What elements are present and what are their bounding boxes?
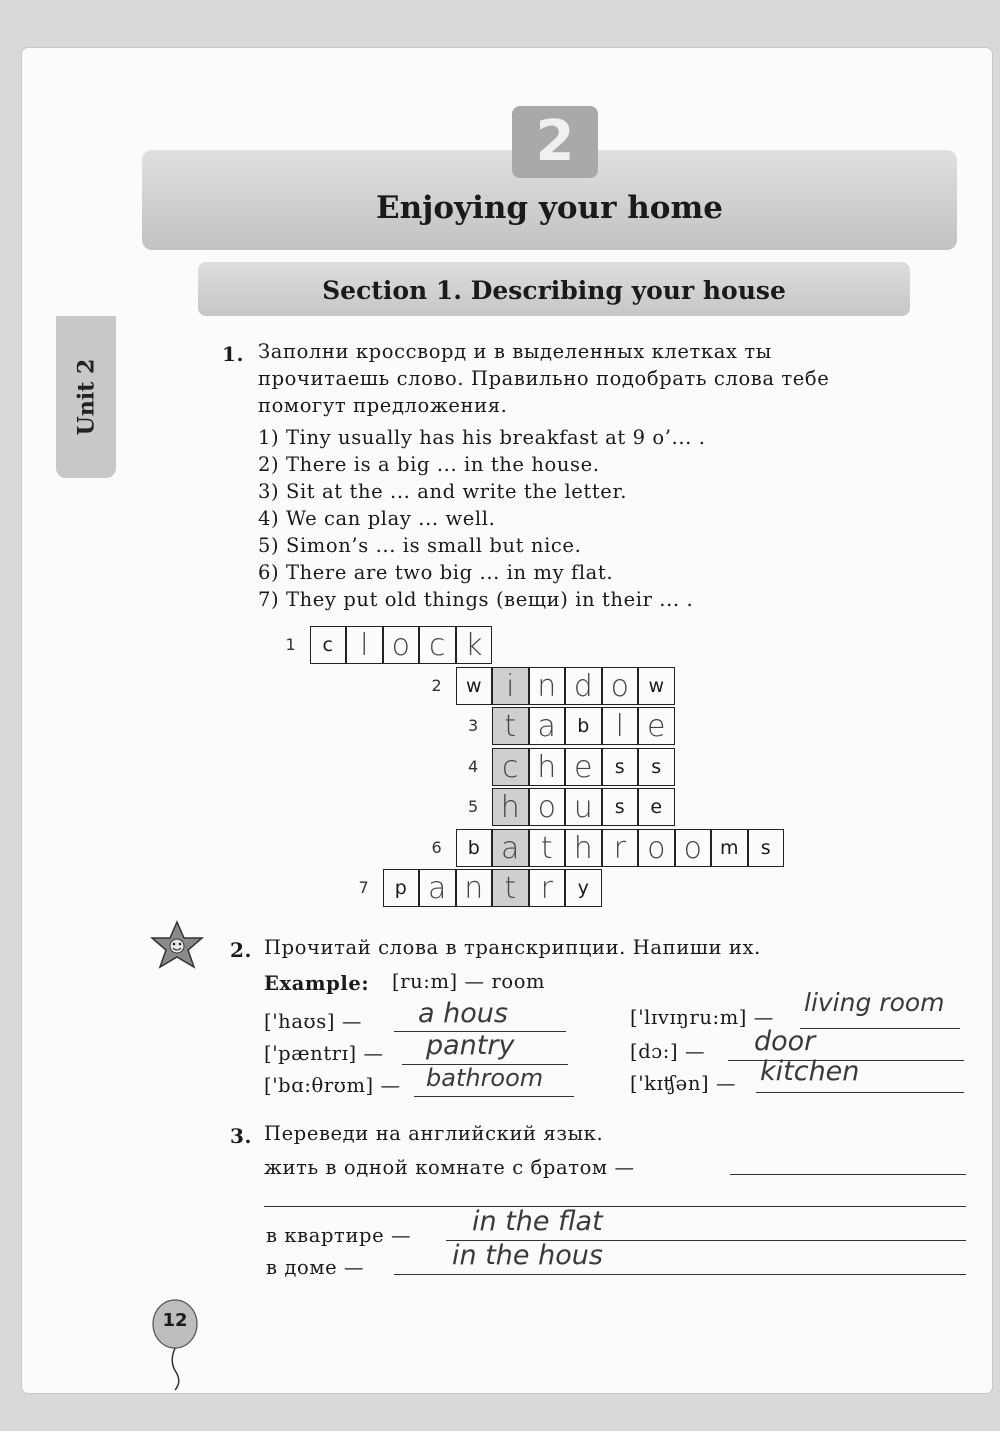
transcription: ['bɑ:θrʊm] — bbox=[264, 1074, 401, 1097]
workbook-page bbox=[22, 48, 992, 1393]
clue-sentence: 3) Sit at the ... and write the letter. bbox=[258, 480, 628, 503]
exercise-1-number: 1. bbox=[222, 342, 245, 366]
answer-line bbox=[730, 1174, 966, 1175]
exercise-1-instruction-line: помогут предложения. bbox=[258, 394, 508, 417]
crossword-key-cell[interactable]: a bbox=[492, 829, 529, 867]
crossword-cell[interactable]: o bbox=[602, 667, 639, 705]
crossword-cell[interactable]: r bbox=[529, 869, 566, 907]
clue-sentence: 7) They put old things (вещи) in their ... . bbox=[258, 588, 694, 611]
crossword-cell[interactable]: s bbox=[638, 748, 675, 786]
example-text: [ru:m] — room bbox=[392, 970, 546, 993]
handwritten-answer: bathroom bbox=[426, 1064, 544, 1092]
exercise-2-instruction: Прочитай слова в транскрипции. Напиши их. bbox=[264, 936, 761, 959]
crossword-cell[interactable]: k bbox=[456, 626, 493, 664]
exercise-1-instruction-line: прочитаешь слово. Правильно подобрать слова тебе bbox=[258, 367, 830, 390]
crossword-key-cell[interactable]: i bbox=[492, 667, 529, 705]
crossword-row-number: 5 bbox=[468, 797, 479, 816]
answer-line bbox=[264, 1206, 966, 1207]
crossword-cell[interactable]: m bbox=[711, 829, 748, 867]
crossword-cell[interactable]: c bbox=[310, 626, 347, 664]
transcription: ['lɪvɪŋru:m] — bbox=[630, 1006, 774, 1029]
clue-sentence: 5) Simon’s ... is small but nice. bbox=[258, 534, 582, 557]
crossword-cell[interactable]: o bbox=[638, 829, 675, 867]
crossword-cell[interactable]: n bbox=[529, 667, 566, 705]
crossword-cell[interactable]: w bbox=[456, 667, 493, 705]
crossword-cell[interactable]: l bbox=[346, 626, 383, 664]
side-unit-tab-label: Unit 2 bbox=[73, 358, 100, 436]
crossword-cell[interactable]: s bbox=[602, 748, 639, 786]
clue-sentence: 1) Tiny usually has his breakfast at 9 o’... . bbox=[258, 426, 706, 449]
handwritten-answer: in the hous bbox=[452, 1240, 603, 1271]
page-number: 12 bbox=[162, 1310, 188, 1331]
crossword-cell[interactable]: n bbox=[456, 869, 493, 907]
exercise-1-instruction-line: Заполни кроссворд и в выделенных клетках ты bbox=[258, 340, 772, 363]
crossword-row-number: 1 bbox=[285, 635, 296, 654]
transcription: ['kɪʧən] — bbox=[630, 1072, 737, 1095]
crossword-cell[interactable]: o bbox=[675, 829, 712, 867]
crossword-key-cell[interactable]: t bbox=[492, 707, 529, 745]
translation-prompt: в квартире — bbox=[266, 1224, 412, 1247]
crossword-row-number: 4 bbox=[468, 756, 479, 776]
handwritten-answer: door bbox=[754, 1026, 816, 1057]
crossword-key-cell[interactable]: h bbox=[492, 788, 529, 826]
crossword-cell[interactable]: y bbox=[565, 869, 602, 907]
translation-prompt: в доме — bbox=[266, 1256, 365, 1279]
crossword-key-cell[interactable]: c bbox=[492, 748, 529, 786]
crossword-cell[interactable]: s bbox=[602, 788, 639, 826]
crossword-cell[interactable]: p bbox=[383, 869, 420, 907]
transcription: [dɔ:] — bbox=[630, 1040, 706, 1063]
answer-line bbox=[800, 1028, 960, 1029]
crossword-cell[interactable]: d bbox=[565, 667, 602, 705]
handwritten-answer: kitchen bbox=[760, 1056, 860, 1087]
section-title: Section 1. Describing your house bbox=[322, 276, 786, 305]
example-label: Example: bbox=[264, 972, 370, 995]
exercise-3-number: 3. bbox=[230, 1124, 253, 1148]
crossword-cell[interactable]: s bbox=[748, 829, 785, 867]
crossword-cell[interactable]: b bbox=[565, 707, 602, 745]
crossword-row-number: 6 bbox=[431, 837, 442, 857]
crossword-row-number: 2 bbox=[431, 675, 442, 695]
crossword-cell[interactable]: h bbox=[565, 829, 602, 867]
handwritten-answer: a hous bbox=[418, 998, 508, 1029]
crossword-cell[interactable]: e bbox=[565, 748, 602, 786]
handwritten-answer: living room bbox=[804, 988, 945, 1017]
crossword-cell[interactable]: a bbox=[419, 869, 456, 907]
crossword-cell[interactable]: l bbox=[602, 707, 639, 745]
crossword-cell[interactable]: t bbox=[529, 829, 566, 867]
handwritten-answer: in the flat bbox=[472, 1206, 603, 1237]
translation-prompt: жить в одной комнате с братом — bbox=[264, 1156, 635, 1179]
crossword-row-number: 7 bbox=[358, 878, 369, 897]
clue-sentence: 2) There is a big ... in the house. bbox=[258, 453, 600, 476]
crossword-cell[interactable]: a bbox=[529, 707, 566, 745]
unit-title: Enjoying your home bbox=[376, 190, 723, 226]
crossword-cell[interactable]: w bbox=[638, 667, 675, 705]
handwritten-answer: pantry bbox=[426, 1030, 515, 1061]
unit-number: 2 bbox=[512, 106, 598, 178]
clue-sentence: 6) There are two big ... in my flat. bbox=[258, 561, 614, 584]
transcription: ['haʊs] — bbox=[264, 1010, 362, 1033]
exercise-2-number: 2. bbox=[230, 938, 253, 962]
crossword-cell[interactable]: o bbox=[529, 788, 566, 826]
crossword-cell[interactable]: h bbox=[529, 748, 566, 786]
star-character-icon bbox=[148, 920, 206, 970]
exercise-3-instruction: Переведи на английский язык. bbox=[264, 1122, 604, 1145]
clue-sentence: 4) We can play ... well. bbox=[258, 507, 496, 530]
crossword-cell[interactable]: u bbox=[565, 788, 602, 826]
crossword-key-cell[interactable]: t bbox=[492, 869, 529, 907]
transcription: ['pæntrɪ] — bbox=[264, 1042, 384, 1065]
answer-line bbox=[414, 1096, 574, 1097]
crossword-cell[interactable]: o bbox=[383, 626, 420, 664]
crossword-cell[interactable]: e bbox=[638, 788, 675, 826]
crossword-cell[interactable]: r bbox=[602, 829, 639, 867]
answer-line bbox=[756, 1092, 964, 1093]
answer-line bbox=[394, 1274, 966, 1275]
crossword-cell[interactable]: b bbox=[456, 829, 493, 867]
crossword-row-number: 3 bbox=[468, 716, 479, 735]
crossword-cell[interactable]: c bbox=[419, 626, 456, 664]
crossword-cell[interactable]: e bbox=[638, 707, 675, 745]
